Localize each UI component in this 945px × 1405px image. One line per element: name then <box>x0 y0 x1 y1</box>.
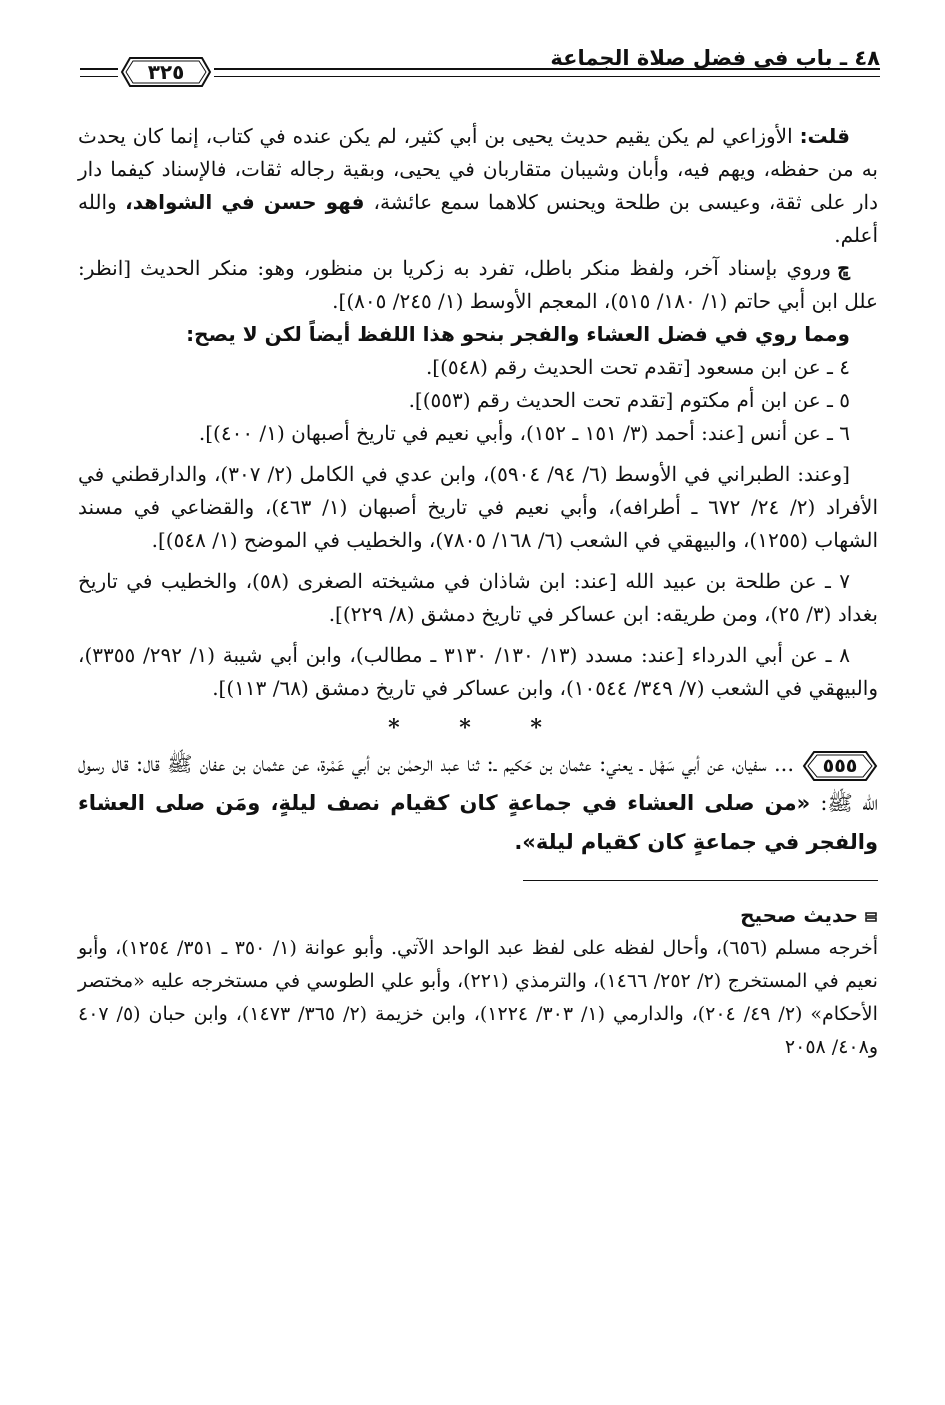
header-rule-left <box>80 68 118 77</box>
list-item-8: ٨ ـ عن أبي الدرداء [عند: مسدد (١٣/ ١٣٠/ ٣١٣٠ ـ مطالب)، وابن أبي شيبة (١/ ٢٩٢/ ٣٣٥٥)، والبيهقي في الشعب (٧/ ٣٤٩/ ١٠٥٤٤)، وابن عساكر في تاريخ دمشق (٦٨/ ١١٣)]. <box>78 643 878 700</box>
other-chain-text: وروي بإسناد آخر، ولفظ منكر باطل، تفرد به زكريا بن منظور، وهو: منكر الحديث [انظر: علل ابن أبي حاتم (١/ ١٨٠/ ٥١٥)، المعجم الأوسط (١/ ٢٤٥/ ٨٠٥)]. <box>78 256 878 313</box>
hadith-isnad: ... سفيان، عن أبي سَهْل ـ يعني: عثمان بن حَكيم ـ: ثنا عبد الرحمٰن بن أبي عَمْرة، عن عثمان بن عفان ﷺ قال: قال رسول الله ﷺ: <box>78 752 879 815</box>
footnote-takhrij: أخرجه مسلم (٦٥٦)، وأحال لفظه على لفظ عبد الواحد الآتي. وأبو عوانة (١/ ٣٥٠ ـ ٣٥١/ ١٢٥٤)، وأبو نعيم في المستخرج (٢/ ٢٥٢/ ١٤٦٦)، والترمذي (٢٢١)، وأبو علي الطوسي في مستخرجه عليه «مختصر الأحكام» (٢/ ٤٩/ ٢٠٤)، والدارمي (١/ ٣٠٣/ ١٢٢٤)، وابن خزيمة (٢/ ٣٦٥/ ١٤٧٣)، وابن حبان (٥/ ٤٠٧ و٤٠٨/ ٢٠٥٨ <box>78 937 878 1058</box>
hadith-grade-label: حديث صحيح <box>740 903 858 927</box>
chapter-title: ٤٨ ـ باب في فضل صلاة الجماعة <box>550 46 880 70</box>
list-item-4: ٤ ـ عن ابن مسعود [تقدم تحت الحديث رقم (٥٤٨)]. <box>425 355 850 379</box>
commentary-label: قلت: <box>799 124 850 148</box>
section-heading-weak-reports: ومما روي في فضل العشاء والفجر بنحو هذا اللفظ أيضاً لكن لا يصح: <box>186 322 850 346</box>
hadith-grade <box>78 899 878 932</box>
hadith-number-badge <box>802 750 878 782</box>
bullet-c-icon: ﭾ <box>837 256 850 280</box>
paragraph-other-chain <box>78 252 878 318</box>
header-rule <box>214 68 880 77</box>
list-item-5: ٥ ـ عن ابن أم مكتوم [تقدم تحت الحديث رقم (٥٥٣)]. <box>408 388 850 412</box>
footnote-section <box>78 899 878 1064</box>
commentary-tail: والله أعلم. <box>78 190 878 247</box>
page-number: ٣٢٥ <box>147 60 185 84</box>
section-separator: * * * <box>388 715 568 741</box>
list-item-6-continued: [وعند: الطبراني في الأوسط (٦/ ٩٤/ ٥٩٠٤)، وابن عدي في الكامل (٢/ ٣٠٧)، والدارقطني في الأفراد (٢/ ٢٤/ ٦٧٢ ـ أطرافه)، وأبي نعيم في تاريخ أصبهان (١/ ٤٦٣)، والقضاعي في مسند الشهاب (١٢٥٥)، والبيهقي في الشعب (٦/ ١٦٨/ ٧٨٠٥)، والخطيب في الموضح (١/ ٥٤٨)]. <box>78 462 878 552</box>
page-header <box>80 42 880 92</box>
commentary-verdict: فهو حسن في الشواهد، <box>125 190 374 214</box>
list-item-7: ٧ ـ عن طلحة بن عبيد الله [عند: ابن شاذان في مشيخته الصغرى (٥٨)، والخطيب في تاريخ بغداد (٣/ ٢٥)، ومن طريقه: ابن عساكر في تاريخ دمشق (٨/ ٢٢٩)]. <box>78 569 878 626</box>
grade-marker-icon <box>864 910 878 924</box>
page-number-badge <box>120 56 212 88</box>
hadith-matn: «من صلى العشاء في جماعةٍ كان كقيام نصف ليلةٍ، ومَن صلى العشاء والفجر في جماعةٍ كان كقيام ليلة». <box>78 791 878 854</box>
paragraph-commentary <box>78 120 878 252</box>
commentary-text: الأوزاعي لم يكن يقيم حديث يحيى بن أبي كثير، لم يكن عنده في كتاب، إنما كان يحدث به من حفظه، ويهم فيه، وأبان وشيبان متقاربان في يحيى، وبقية رجاله ثقات، فالإسناد كيفما دار دار على ثقة، وعيسى بن طلحة ويحنس كلاهما سمع عائشة، <box>78 124 879 214</box>
hadith-block <box>78 745 878 862</box>
footnote-rule <box>523 880 878 881</box>
hadith-number: ٥٥٥ <box>822 754 858 777</box>
list-item-6: ٦ ـ عن أنس [عند: أحمد (٣/ ١٥١ ـ ١٥٢)، وأبي نعيم في تاريخ أصبهان (١/ ٤٠٠)]. <box>198 421 850 445</box>
page-body <box>78 120 878 1064</box>
